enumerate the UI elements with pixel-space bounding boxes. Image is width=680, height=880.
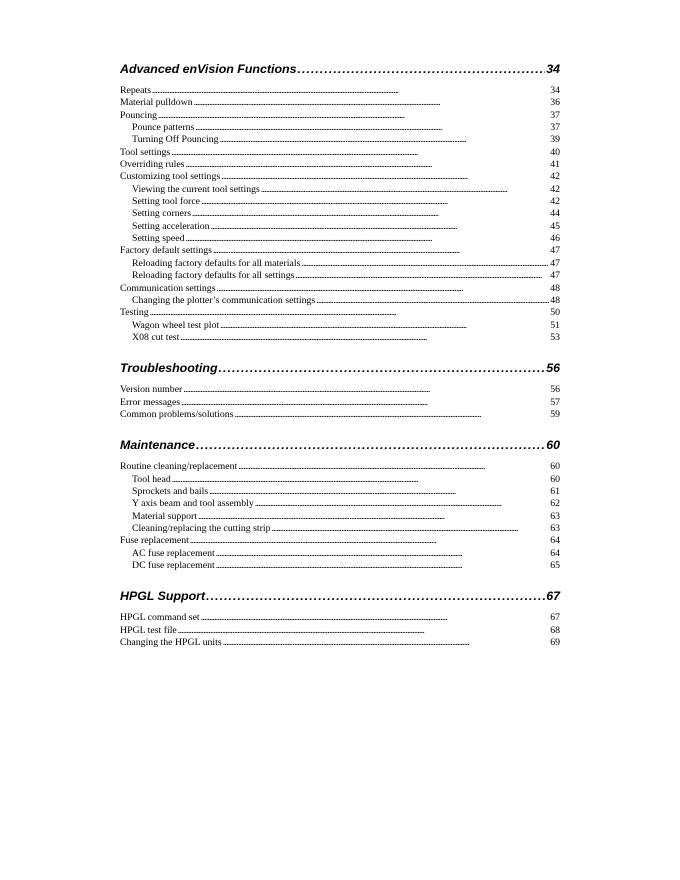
toc-entry [120,221,560,233]
toc-entry [120,270,560,282]
dot-leader [150,307,550,319]
section-heading [120,438,560,456]
dot-leader [216,548,550,560]
entry-label: Material support [132,510,198,522]
dot-leader [213,245,549,257]
toc-entry [120,474,560,486]
toc-entry [120,320,560,332]
entry-page-number: 67 [550,612,560,624]
dot-leader [186,233,550,245]
toc-section [120,361,560,421]
entry-page-number: 51 [550,319,560,331]
toc-entry [120,134,560,146]
toc-entry [120,461,560,473]
dot-leader [198,511,549,523]
entry-label: Testing [120,307,149,319]
entry-label: Tool settings [120,146,171,158]
section-heading [120,62,560,80]
dot-leader [192,208,549,220]
entry-page-number: 47 [550,270,560,282]
dot-leader [158,110,549,122]
entry-label: Y axis beam and tool assembly [132,498,254,510]
section-page-number: 67 [546,589,560,604]
entry-page-number: 37 [550,109,560,121]
entry-page-number: 62 [550,498,560,510]
dot-leader [223,637,550,649]
entry-label: Customizing tool settings [120,171,221,183]
dot-leader [201,612,550,624]
entry-page-number: 39 [550,134,560,146]
entry-label: Setting corners [132,208,192,220]
entry-label: DC fuse replacement [132,560,215,571]
entry-page-number: 48 [550,294,560,306]
entry-label: Communication settings [120,282,216,294]
toc-entry [120,307,560,319]
entry-label: AC fuse replacement [132,547,215,559]
dot-leader [219,361,546,375]
dot-leader [238,461,549,473]
dot-leader [220,134,550,146]
entry-label: Common problems/solutions [120,408,234,420]
entry-label: Turning Off Pouncing [132,134,219,146]
entry-label: Material pulldown [120,97,193,109]
section-page-number: 60 [546,438,560,453]
entry-page-number: 40 [550,146,560,158]
entry-label: Reloading factory defaults for all settings [132,270,295,282]
entry-page-number: 61 [550,485,560,497]
entry-label: Routine cleaning/replacement [120,461,238,473]
toc-entry [120,409,560,421]
dot-leader [255,498,549,510]
toc-entry [120,332,560,344]
entry-page-number: 65 [550,560,560,571]
entry-label: Repeats [120,85,152,96]
section-title: Troubleshooting [120,361,218,376]
toc-section [120,589,560,649]
section-heading [120,589,560,607]
toc-entry [120,637,560,649]
dot-leader [221,171,549,183]
dot-leader [171,147,549,159]
table-of-contents [120,62,560,666]
dot-leader [301,258,549,270]
entry-label: Error messages [120,396,181,408]
dot-leader [172,474,549,486]
dot-leader [235,409,550,421]
dot-leader [195,122,549,134]
entry-label: Pounce patterns [132,122,195,134]
toc-entry [120,384,560,396]
dot-leader [261,184,549,196]
entry-label: Pouncing [120,109,158,121]
toc-entry [120,85,560,97]
entry-page-number: 42 [550,183,560,195]
toc-section [120,62,560,344]
dot-leader [295,270,549,282]
dot-leader [152,85,549,97]
entry-page-number: 48 [550,282,560,294]
entry-page-number: 63 [550,522,560,534]
entry-label: Version number [120,384,183,396]
entry-label: Wagon wheel test plot [132,319,220,331]
entry-page-number: 68 [550,624,560,636]
entry-label: HPGL command set [120,612,200,624]
dot-leader [181,397,549,409]
dot-leader [178,625,549,637]
entry-label: Overriding rules [120,159,185,171]
entry-page-number: 59 [550,408,560,420]
entry-page-number: 69 [550,637,560,649]
dot-leader [211,221,550,233]
toc-section [120,438,560,572]
section-title: Maintenance [120,438,196,453]
dot-leader [190,535,549,547]
entry-page-number: 64 [550,535,560,547]
entry-label: X08 cut test [132,331,180,343]
toc-entry [120,110,560,122]
dot-leader [194,97,550,109]
toc-entry [120,397,560,409]
toc-entry [120,159,560,171]
entry-label: Tool head [132,473,171,485]
entry-page-number: 50 [550,307,560,319]
entry-label: Changing the HPGL units [120,637,222,649]
section-title: HPGL Support [120,589,206,604]
toc-entry [120,184,560,196]
entry-label: Setting tool force [132,196,201,208]
toc-entry [120,560,560,572]
toc-entry [120,535,560,547]
toc-entry [120,233,560,245]
toc-entry [120,295,560,307]
dot-leader [316,295,549,307]
entry-page-number: 34 [550,85,560,96]
entry-page-number: 53 [550,331,560,343]
entry-page-number: 63 [550,510,560,522]
dot-leader [180,332,549,344]
entry-label: Reloading factory defaults for all materials [132,257,301,269]
entry-page-number: 36 [550,97,560,109]
toc-entry [120,258,560,270]
entry-page-number: 60 [550,473,560,485]
entry-page-number: 56 [550,384,560,396]
entry-label: Viewing the current tool settings [132,183,260,195]
toc-entry [120,486,560,498]
section-page-number: 56 [546,361,560,376]
dot-leader [201,196,549,208]
toc-entry [120,548,560,560]
dot-leader [217,283,550,295]
entry-page-number: 42 [550,171,560,183]
entry-page-number: 64 [550,547,560,559]
toc-entry [120,171,560,183]
toc-entry [120,245,560,257]
toc-entry [120,498,560,510]
toc-entry [120,122,560,134]
entry-page-number: 60 [550,461,560,473]
entry-label: Sprockets and bails [132,485,209,497]
dot-leader [209,486,549,498]
entry-page-number: 47 [550,257,560,269]
entry-page-number: 46 [550,233,560,245]
toc-entry [120,612,560,624]
toc-entry [120,625,560,637]
entry-page-number: 45 [550,220,560,232]
entry-label: Setting acceleration [132,220,210,232]
dot-leader [220,320,549,332]
entry-page-number: 37 [550,122,560,134]
dot-leader [216,560,550,572]
section-heading [120,361,560,379]
dot-leader [196,438,545,452]
dot-leader [271,523,549,535]
toc-entry [120,196,560,208]
section-title: Advanced enVision Functions [120,62,297,76]
entry-label: Factory default settings [120,245,212,257]
entry-label: HPGL test file [120,624,177,636]
dot-leader [206,589,545,603]
toc-entry [120,208,560,220]
entry-label: Changing the plotter’s communication settings [132,294,316,306]
entry-label: Setting speed [132,233,185,245]
section-page-number: 34 [546,62,560,76]
toc-entry [120,511,560,523]
entry-label: Cleaning/replacing the cutting strip [132,522,271,534]
dot-leader [297,62,545,76]
dot-leader [185,159,549,171]
entry-page-number: 47 [550,245,560,257]
entry-page-number: 42 [550,196,560,208]
toc-entry [120,523,560,535]
entry-label: Fuse replacement [120,535,189,547]
entry-page-number: 57 [550,396,560,408]
dot-leader [183,384,549,396]
entry-page-number: 44 [550,208,560,220]
entry-page-number: 41 [550,159,560,171]
toc-entry [120,147,560,159]
toc-entry [120,283,560,295]
toc-entry [120,97,560,109]
